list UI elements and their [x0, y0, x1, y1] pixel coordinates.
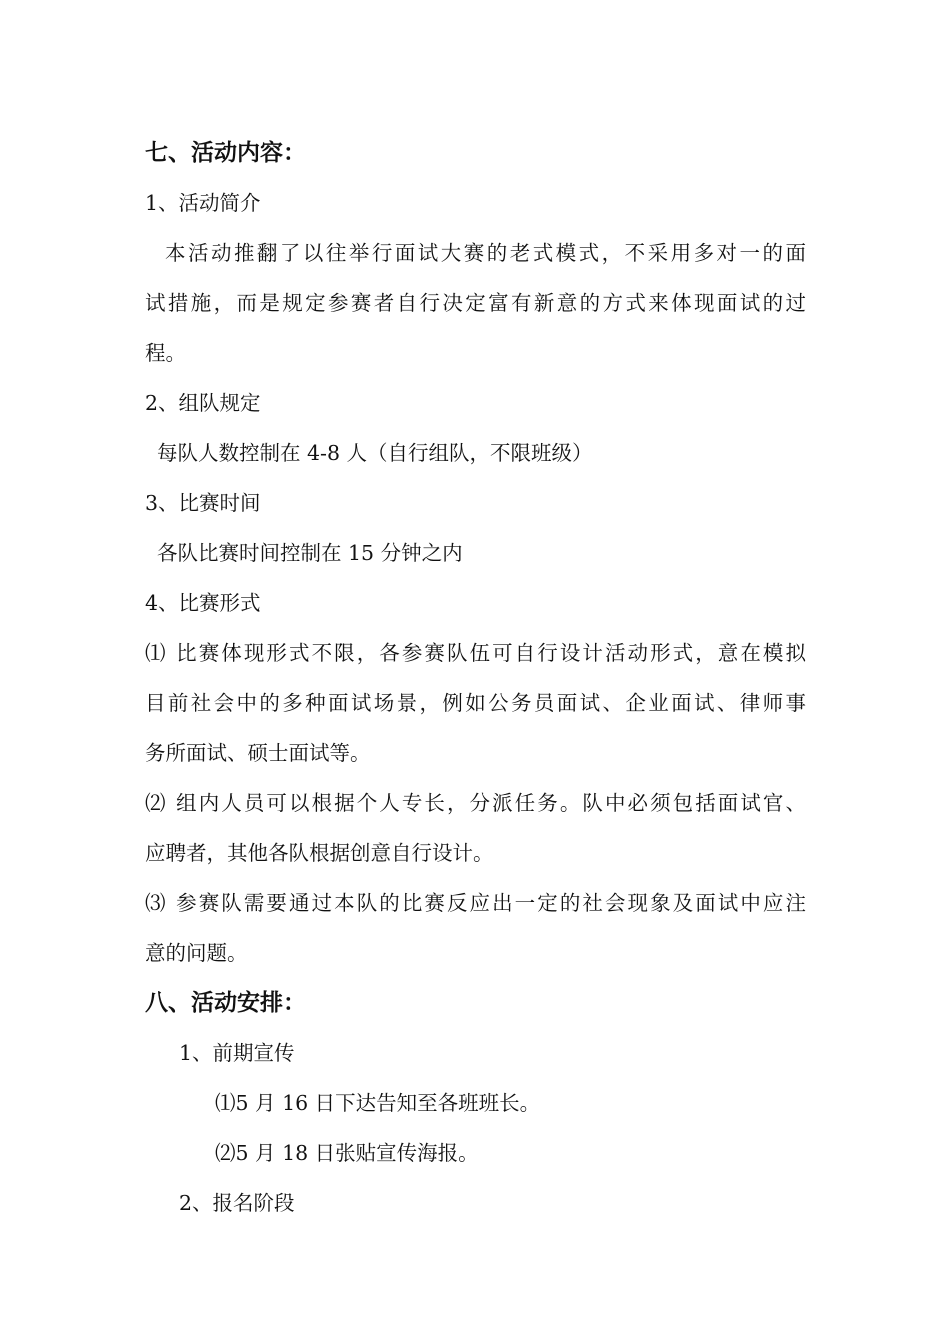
format-point-2-line-2: 应聘者，其他各队根据创意自行设计。: [145, 841, 494, 865]
promotion-sub-1: ⑴5 月 16 日下达告知至各班班长。: [215, 1091, 541, 1115]
format-point-3-line-2: 意的问题。: [145, 941, 248, 965]
intro-paragraph-line-2: 试措施，而是规定参赛者自行决定富有新意的方式来体现面试的过: [145, 291, 806, 315]
format-point-1-line-1: ⑴ 比赛体现形式不限，各参赛队伍可自行设计活动形式，意在模拟: [145, 641, 806, 665]
intro-paragraph-line-1: 本活动推翻了以往举行面试大赛的老式模式，不采用多对一的面: [165, 241, 806, 265]
format-point-3-line-1: ⑶ 参赛队需要通过本队的比赛反应出一定的社会现象及面试中应注: [145, 891, 806, 915]
promotion-sub-2: ⑵5 月 18 日张贴宣传海报。: [215, 1141, 479, 1165]
section-heading-activity-content: 七、活动内容：: [145, 139, 306, 166]
section-heading-activity-schedule: 八、活动安排：: [145, 989, 306, 1016]
document-body: [145, 128, 810, 1228]
format-point-1-line-3: 务所面试、硕士面试等。: [145, 741, 371, 765]
item-title-promotion: 1、前期宣传: [179, 1041, 295, 1065]
item-title-match-time: 3、比赛时间: [145, 491, 261, 515]
intro-paragraph-line-3: 程。: [145, 341, 186, 365]
item-title-registration: 2、报名阶段: [179, 1191, 295, 1215]
item-title-match-format: 4、比赛形式: [145, 591, 261, 615]
match-time-text: 各队比赛时间控制在 15 分钟之内: [157, 541, 463, 565]
team-rules-text: 每队人数控制在 4-8 人（自行组队，不限班级）: [157, 441, 593, 465]
format-point-2-line-1: ⑵ 组内人员可以根据个人专长，分派任务。队中必须包括面试官、: [145, 791, 806, 815]
item-title-intro: 1、活动简介: [145, 191, 261, 215]
format-point-1-line-2: 目前社会中的多种面试场景，例如公务员面试、企业面试、律师事: [145, 691, 806, 715]
item-title-team-rules: 2、组队规定: [145, 391, 261, 415]
